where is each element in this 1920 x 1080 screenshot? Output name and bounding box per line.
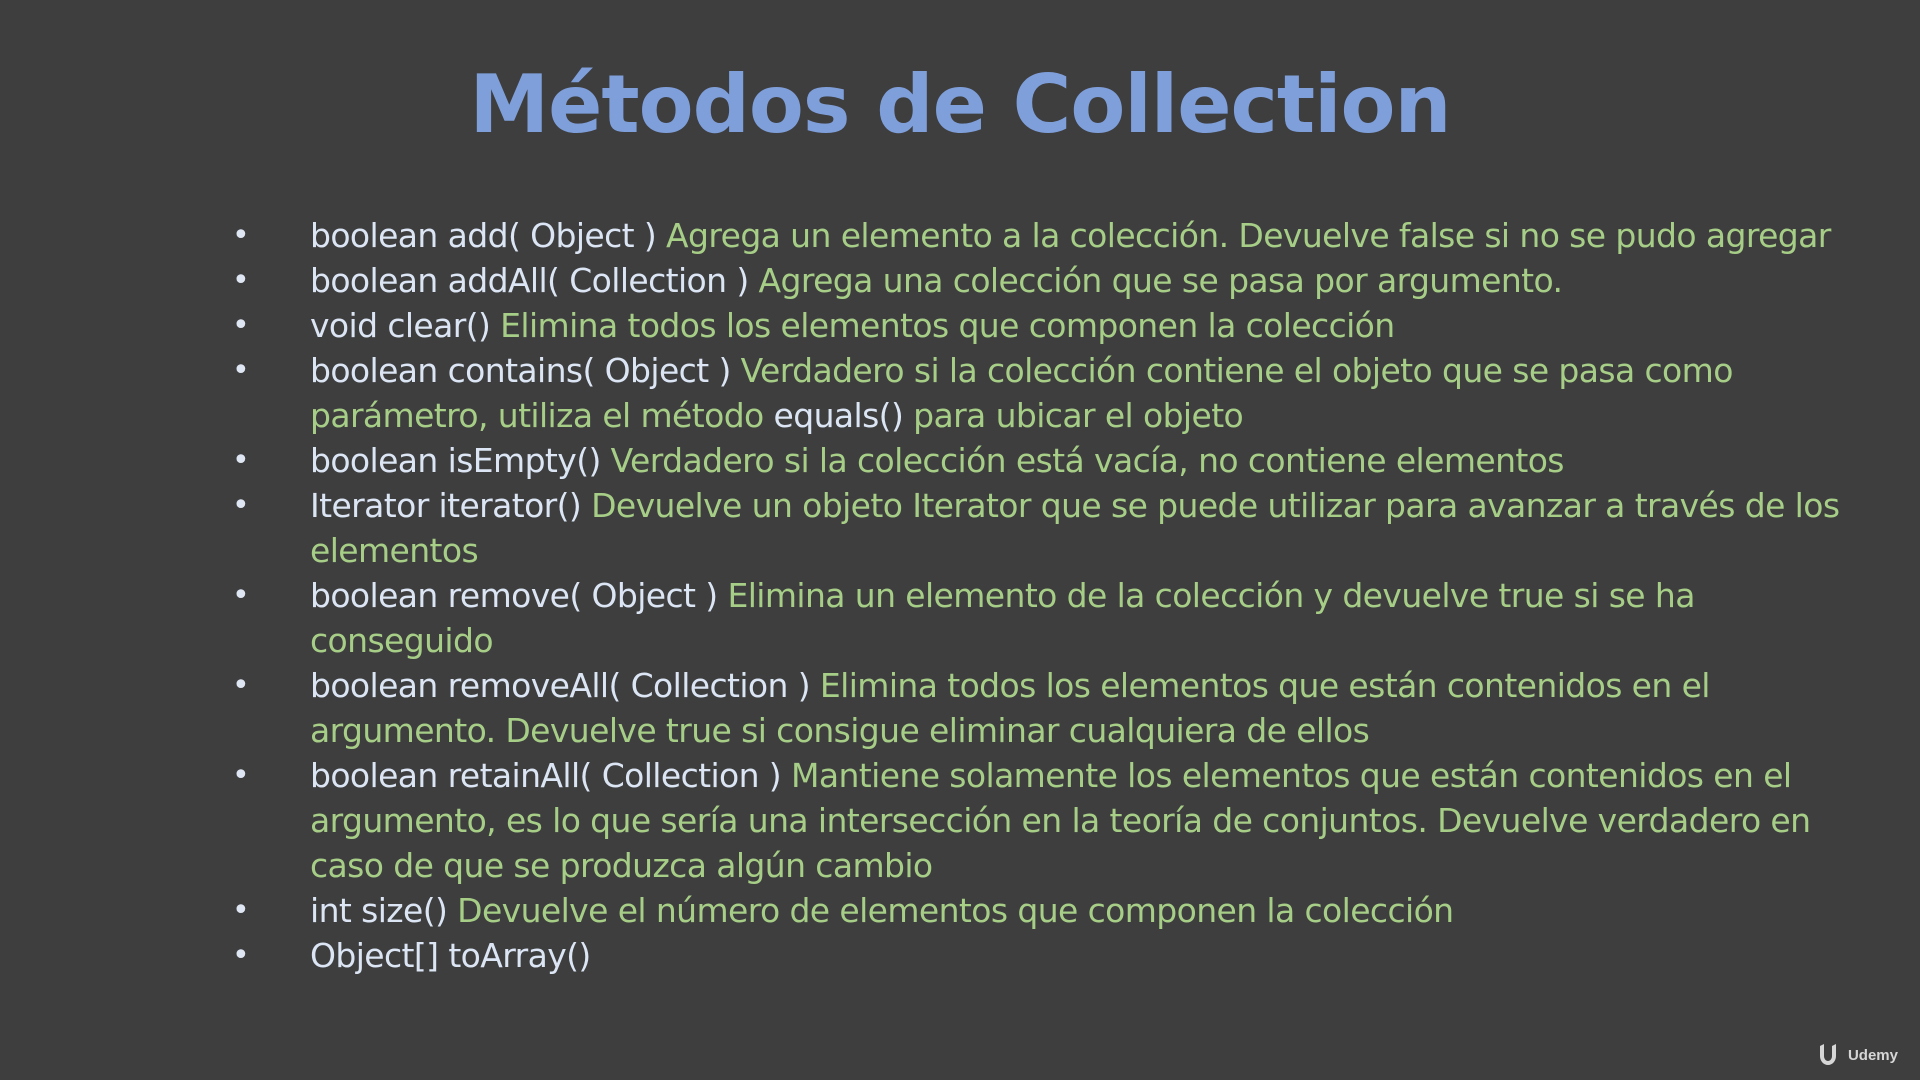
bullet-icon: • — [232, 308, 250, 343]
method-description: Elimina todos los elementos que están contenidos en el argumento. Devuelve true si consigue eliminar cualquiera de ellos — [310, 666, 1710, 750]
list-item — [232, 888, 1850, 933]
method-signature: boolean isEmpty() — [310, 441, 601, 480]
inline-code: equals() — [773, 396, 904, 435]
bullet-icon: • — [232, 758, 250, 793]
list-item — [232, 663, 1850, 753]
bullet-icon: • — [232, 353, 250, 388]
list-item — [232, 438, 1850, 483]
udemy-logo-icon — [1818, 1044, 1842, 1066]
udemy-watermark — [1818, 1044, 1898, 1066]
method-signature: boolean contains( Object ) — [310, 351, 731, 390]
list-item — [232, 753, 1850, 888]
bullet-icon: • — [232, 578, 250, 613]
method-description: Devuelve el número de elementos que componen la colección — [457, 891, 1454, 930]
method-description: Agrega un elemento a la colección. Devuelve false si no se pudo agregar — [666, 216, 1831, 255]
bullet-icon: • — [232, 893, 250, 928]
method-description: Elimina todos los elementos que componen la colección — [500, 306, 1395, 345]
method-signature: boolean removeAll( Collection ) — [310, 666, 811, 705]
list-item — [232, 483, 1850, 573]
method-signature: boolean remove( Object ) — [310, 576, 718, 615]
list-item — [232, 573, 1850, 663]
method-description: Agrega una colección que se pasa por argumento. — [758, 261, 1563, 300]
bullet-icon: • — [232, 263, 250, 298]
list-item — [232, 933, 1850, 978]
bullet-icon: • — [232, 668, 250, 703]
list-item — [232, 258, 1850, 303]
method-signature: boolean add( Object ) — [310, 216, 657, 255]
list-item — [232, 303, 1850, 348]
method-description: Elimina un elemento de la colección y devuelve true si se ha conseguido — [310, 576, 1695, 660]
method-signature: boolean addAll( Collection ) — [310, 261, 749, 300]
method-description: Devuelve un objeto Iterator que se puede utilizar para avanzar a través de los elementos — [310, 486, 1840, 570]
method-signature: void clear() — [310, 306, 491, 345]
method-description: Mantiene solamente los elementos que están contenidos en el argumento, es lo que sería una intersección en la teoría de conjuntos. Devuelve verdadero en caso de que se produzca algún cambio — [310, 756, 1811, 885]
bullet-icon: • — [232, 443, 250, 478]
slide-title: Métodos de Collection — [469, 58, 1451, 151]
watermark-label: Udemy — [1847, 1046, 1898, 1064]
method-list — [232, 213, 1850, 978]
list-item — [232, 213, 1850, 258]
method-signature: boolean retainAll( Collection ) — [310, 756, 782, 795]
method-description: Verdadero si la colección está vacía, no contiene elementos — [610, 441, 1564, 480]
method-signature: Iterator iterator() — [310, 486, 582, 525]
list-item — [232, 348, 1850, 438]
bullet-icon: • — [232, 218, 250, 253]
bullet-icon: • — [232, 938, 250, 973]
bullet-icon: • — [232, 488, 250, 523]
method-description: Verdadero si la colección contiene el objeto que se pasa como parámetro, utiliza el método — [310, 351, 1733, 435]
method-signature: Object[] toArray() — [310, 936, 591, 975]
method-signature: int size() — [310, 891, 448, 930]
method-description-after: para ubicar el objeto — [913, 396, 1244, 435]
